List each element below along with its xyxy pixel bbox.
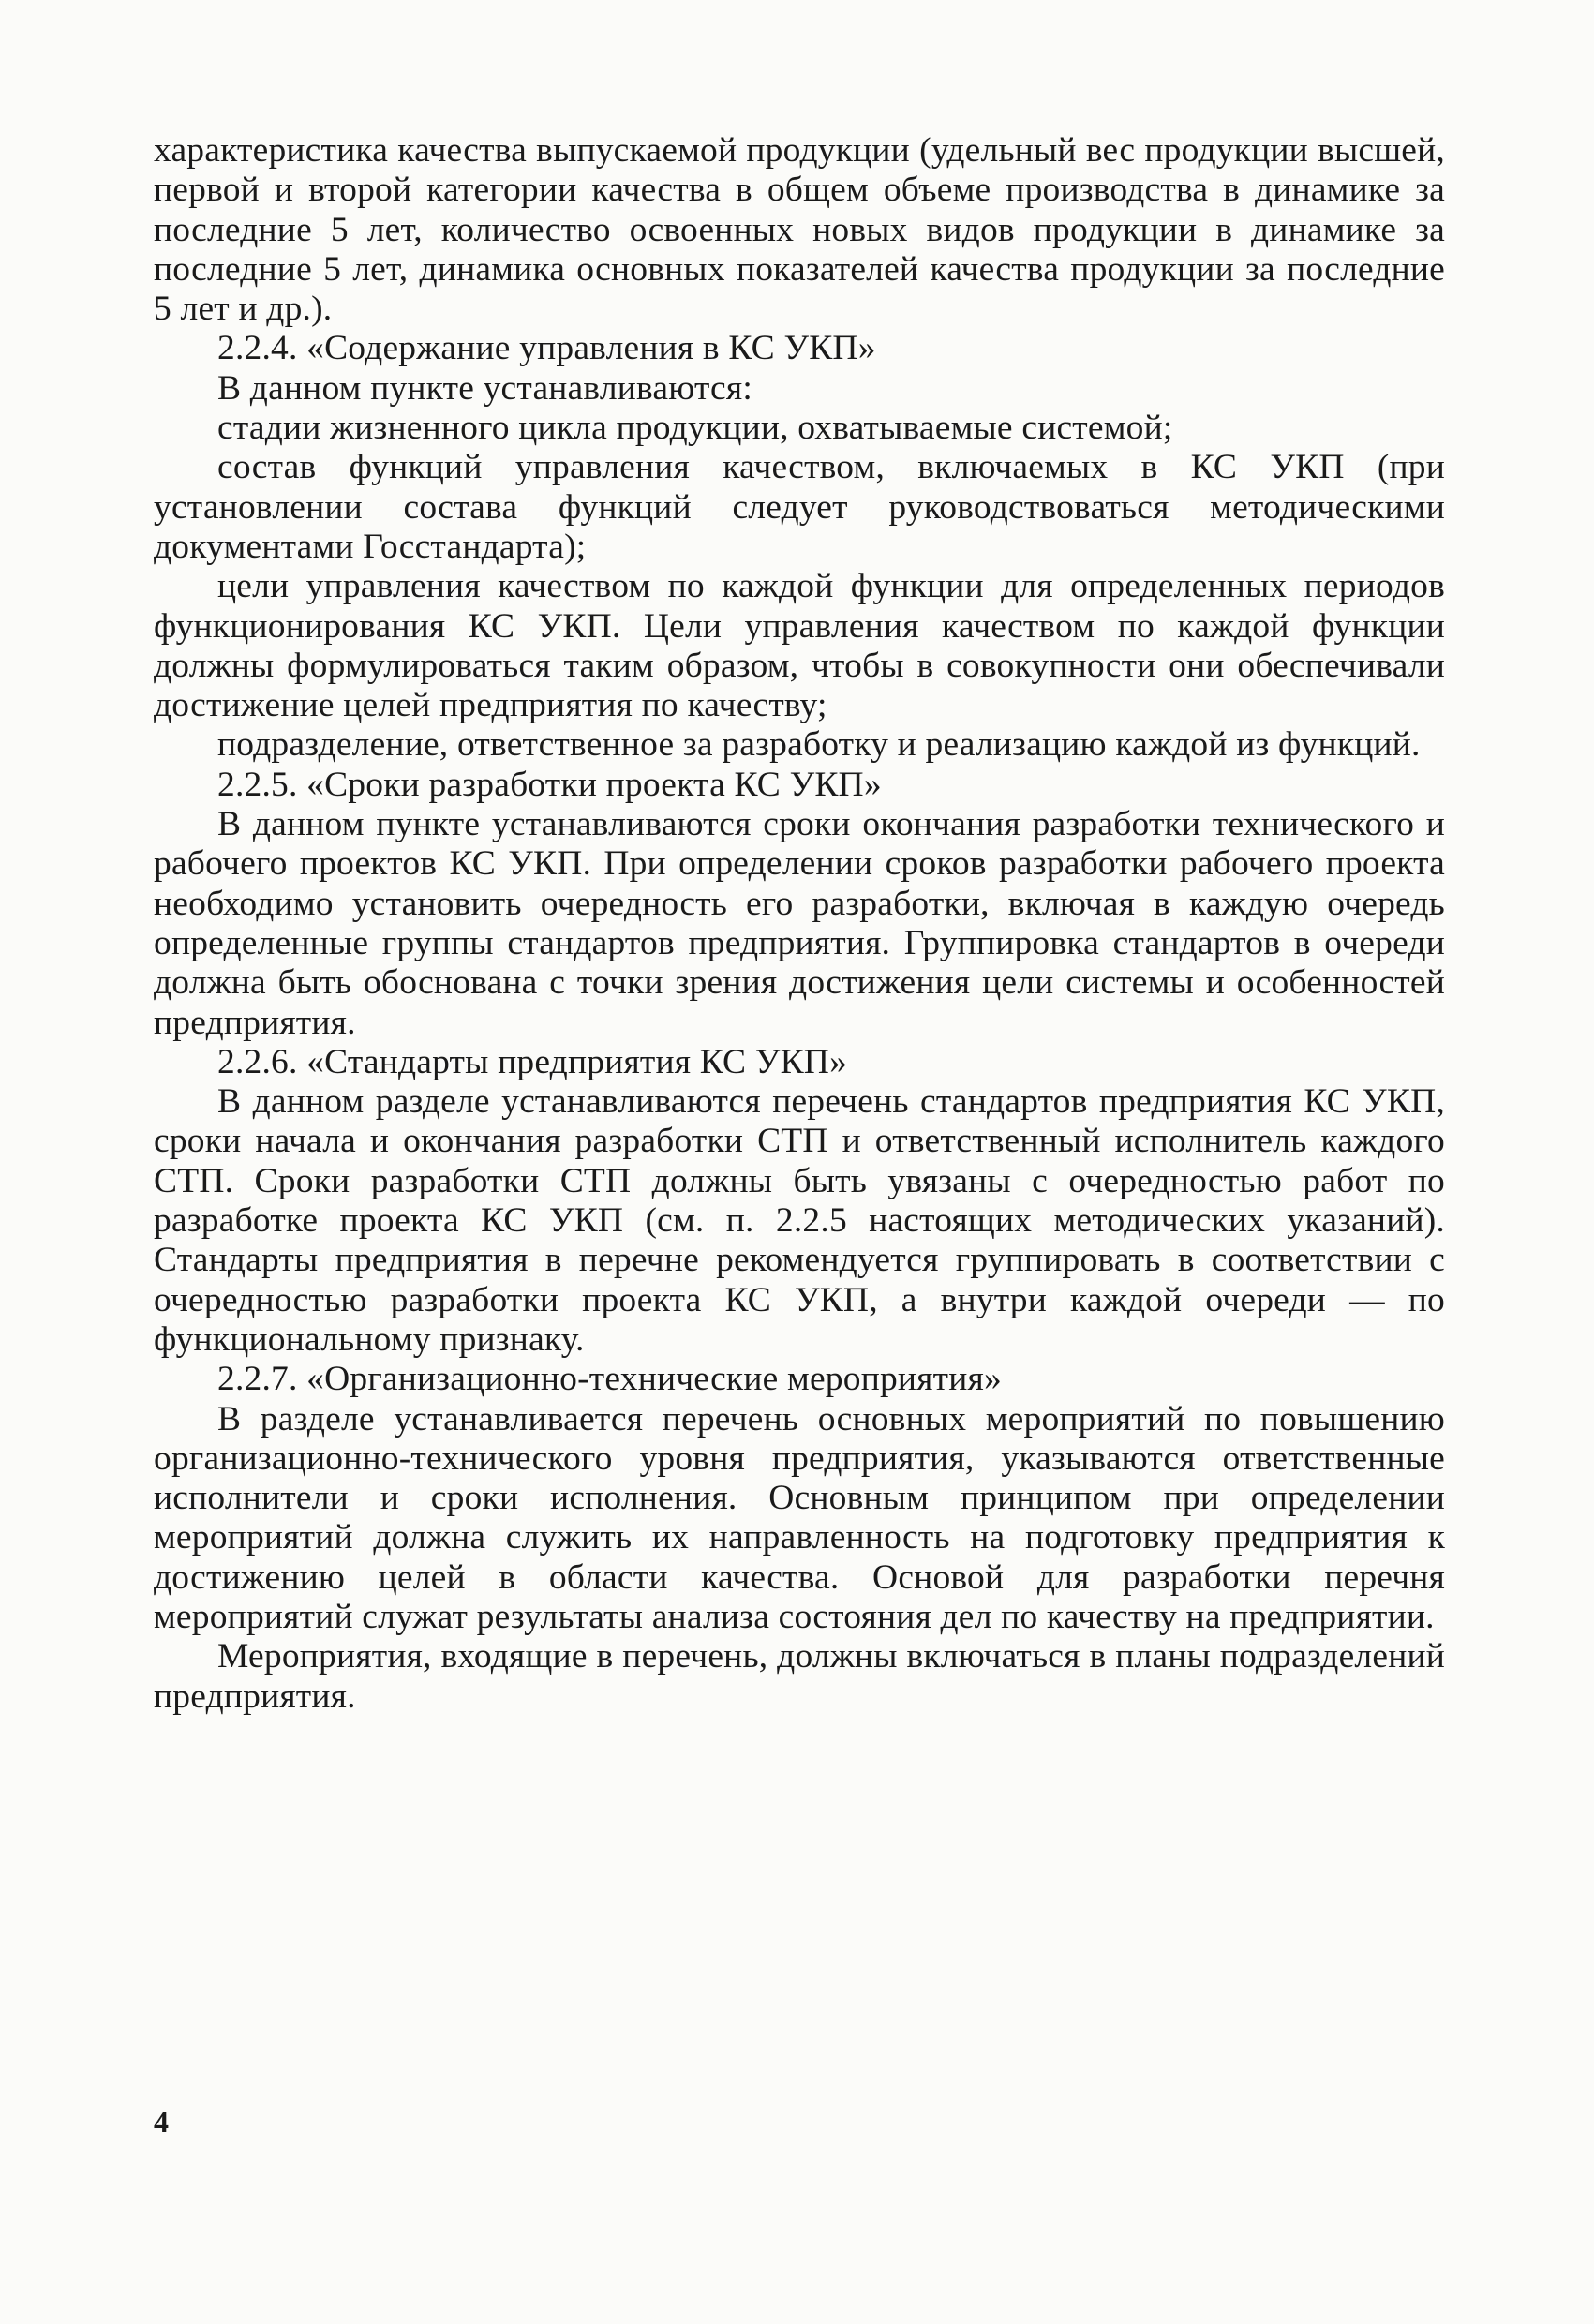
heading-2-2-7: 2.2.7. «Организационно-технические мероприятия» <box>217 1360 1002 1399</box>
body-text <box>154 131 1445 1717</box>
paragraph-management-goals: цели управления качеством по каждой функции для определенных периодов функционирования КС УКП. Цели управления качеством по каждой функции должны формулироваться таким образом, чтобы в совокупности они обеспечивали достижение целей предприятия по качеству; <box>154 567 1445 725</box>
paragraph-quality-characteristics: характеристика качества выпускаемой продукции (удельный вес продукции высшей, первой и второй категории качества в общем объеме производства в динамике за последние 5 лет, количество освоенных новых видов продукции в динамике за последние 5 лет, динамика основных показателей качества продукции за последние 5 лет и др.). <box>154 131 1445 329</box>
heading-2-2-5: 2.2.5. «Сроки разработки проекта КС УКП» <box>217 765 882 804</box>
paragraph-development-terms: В данном пункте устанавливаются сроки окончания разработки технического и рабочего проектов КС УКП. При определении сроков разработки рабочего проекта необходимо установить очередность его разработки, включая в каждую очередь определенные группы стандартов предприятия. Группировка стандартов в очереди должна быть обоснована с точки зрения достижения цели системы и особенностей предприятия. <box>154 805 1445 1042</box>
paragraph-item-intro: В данном пункте устанавливаются: <box>217 368 752 408</box>
paragraph-enterprise-standards: В данном разделе устанавливаются перечень стандартов предприятия КС УКП, сроки начала и окончания разработки СТП и ответственный исполнитель каждого СТП. Сроки разработки СТП должны быть увязаны с очередностью работ по разработке проекта КС УКП (см. п. 2.2.5 настоящих методических указаний). Стандарты предприятия в перечне рекомендуется группировать в соответствии с очередностью разработки проекта КС УКП, а внутри каждой очереди — по функциональному признаку. <box>154 1082 1445 1359</box>
page-number: 4 <box>154 2105 169 2138</box>
paragraph-organizational-measures: В разделе устанавливается перечень основных мероприятий по повышению организационно-технического уровня предприятия, указываются ответственные исполнители и сроки исполнения. Основным принципом при определении мероприятий должна служить их направленность на подготовку предприятия к достижению целей в области качества. Основой для разработки перечня мероприятий служат результаты анализа состояния дел по качеству на предприятии. <box>154 1399 1445 1636</box>
heading-2-2-6: 2.2.6. «Стандарты предприятия КС УКП» <box>217 1042 848 1081</box>
heading-2-2-4: 2.2.4. «Содержание управления в КС УКП» <box>217 329 876 368</box>
paragraph-lifecycle-stages: стадии жизненного цикла продукции, охватываемые системой; <box>217 409 1173 448</box>
paragraph-responsible-unit: подразделение, ответственное за разработку и реализацию каждой из функций. <box>217 725 1421 765</box>
paragraph-measures-plans: Мероприятия, входящие в перечень, должны включаться в планы подразделений предприятия. <box>154 1637 1445 1716</box>
paragraph-functions-composition: состав функций управления качеством, включаемых в КС УКП (при установлении состава функций следует руководствоваться методическими документами Госстандарта); <box>154 448 1445 566</box>
